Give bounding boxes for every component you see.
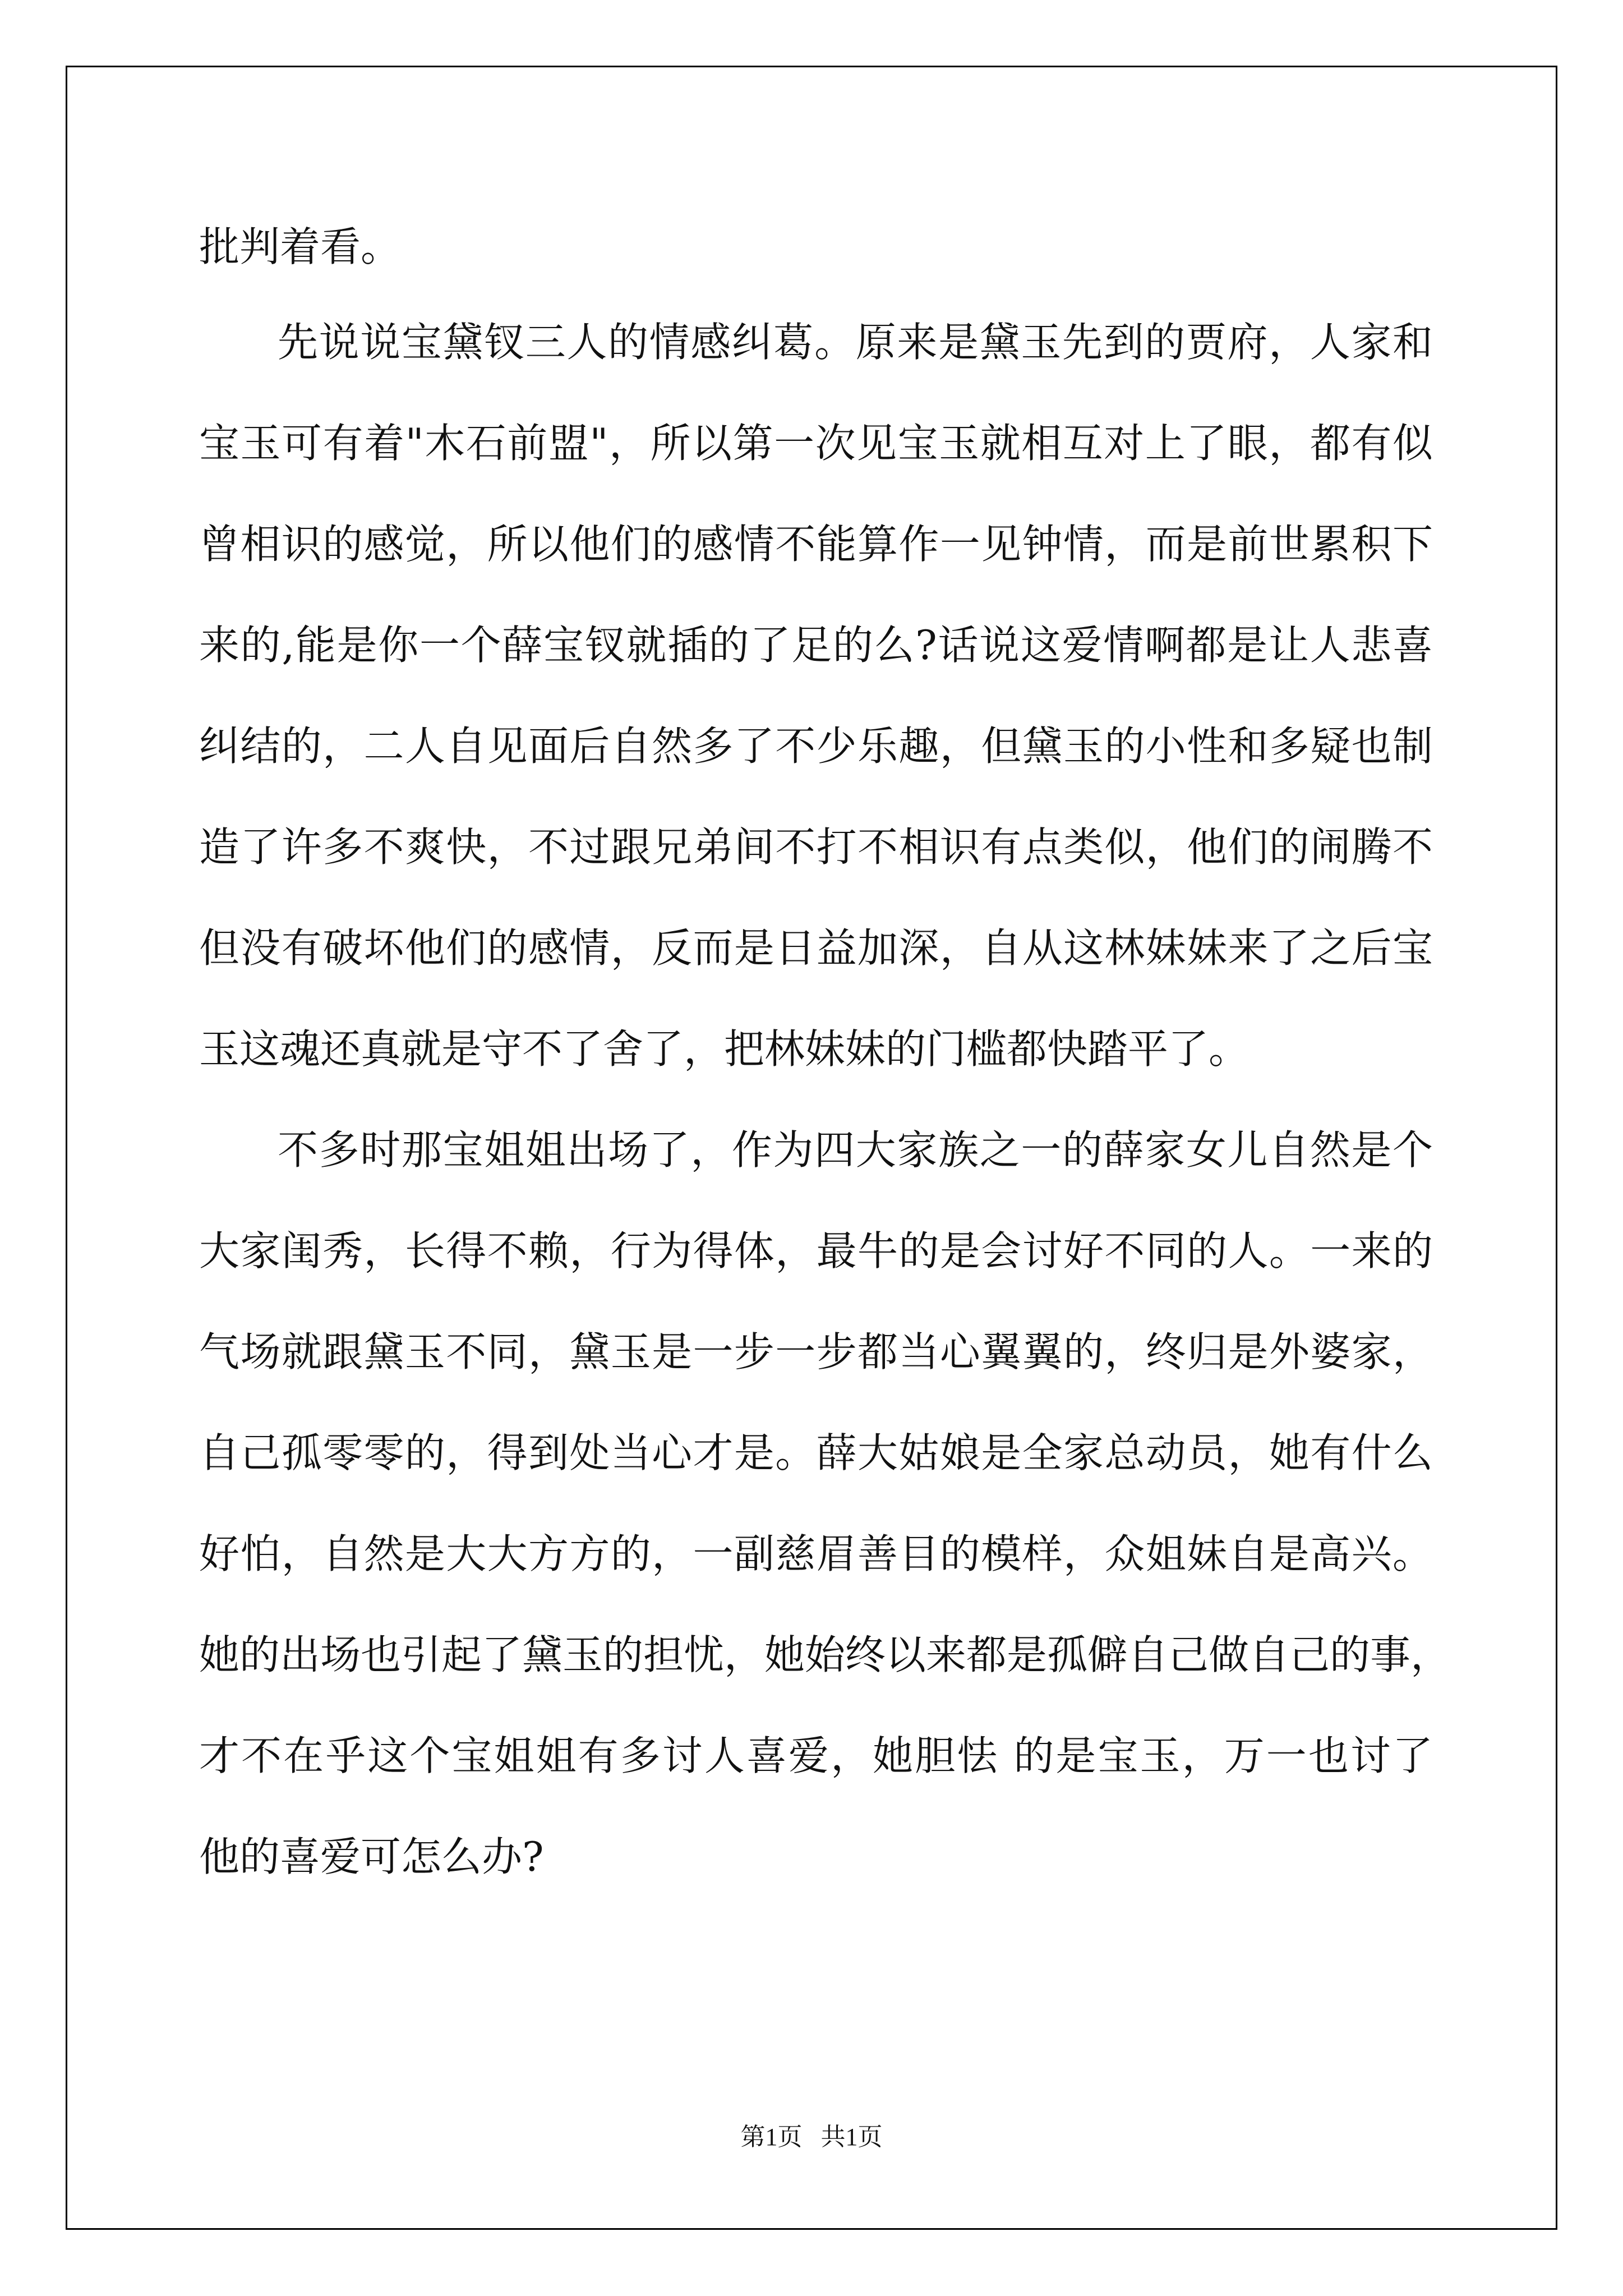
text-line: 气场就跟黛玉不同，黛玉是一步一步都当心翼翼的，终归是外婆家， — [199, 1328, 1433, 1375]
text-line: 才不在乎这个宝姐姐有多讨人喜爱，她胆怯 的是宝玉，万一也讨了 — [199, 1732, 1433, 1779]
text-line: 她的出场也引起了黛玉的担忧，她始终以来都是孤僻自己做自己的事， — [199, 1631, 1451, 1678]
text-line: 曾相识的感觉，所以他们的感情不能算作一见钟情，而是前世累积下 — [199, 521, 1433, 568]
text-line: 玉这魂还真就是守不了舍了，把林妹妹的门槛都快踏平了。 — [199, 1025, 1249, 1073]
text-line: 大家闺秀，长得不赖，行为得体，最牛的是会讨好不同的人。一来的 — [199, 1227, 1433, 1274]
page-footer — [0, 2120, 1623, 2154]
text-line: 宝玉可有着"木石前盟"，所以第一次见宝玉就相互对上了眼，都有似 — [199, 420, 1433, 467]
text-line: 不多时那宝姐姐出场了，作为四大家族之一的薛家女儿自然是个 — [278, 1126, 1433, 1174]
text-line: 造了许多不爽快，不过跟兄弟间不打不相识有点类似，他们的闹腾不 — [199, 823, 1433, 871]
text-line: 纠结的，二人自见面后自然多了不少乐趣，但黛玉的小性和多疑也制 — [199, 723, 1433, 770]
text-line: 他的喜爱可怎么办? — [199, 1833, 544, 1880]
text-line: 先说说宝黛钗三人的情感纠葛。原来是黛玉先到的贾府，人家和 — [278, 319, 1433, 366]
text-line: 好怕，自然是大大方方的，一副慈眉善目的模样，众姐妹自是高兴。 — [199, 1530, 1433, 1577]
text-line: 批判着看。 — [199, 223, 402, 270]
text-line: 自己孤零零的，得到处当心才是。薛大姑娘是全家总动员，她有什么 — [199, 1429, 1433, 1476]
text-line: 来的,能是你一个薛宝钗就插的了足的么?话说这爱情啊都是让人悲喜 — [199, 622, 1433, 669]
page-number: 第1页 共1页 — [740, 2123, 883, 2151]
text-line: 但没有破坏他们的感情，反而是日益加深，自从这林妹妹来了之后宝 — [199, 924, 1433, 972]
